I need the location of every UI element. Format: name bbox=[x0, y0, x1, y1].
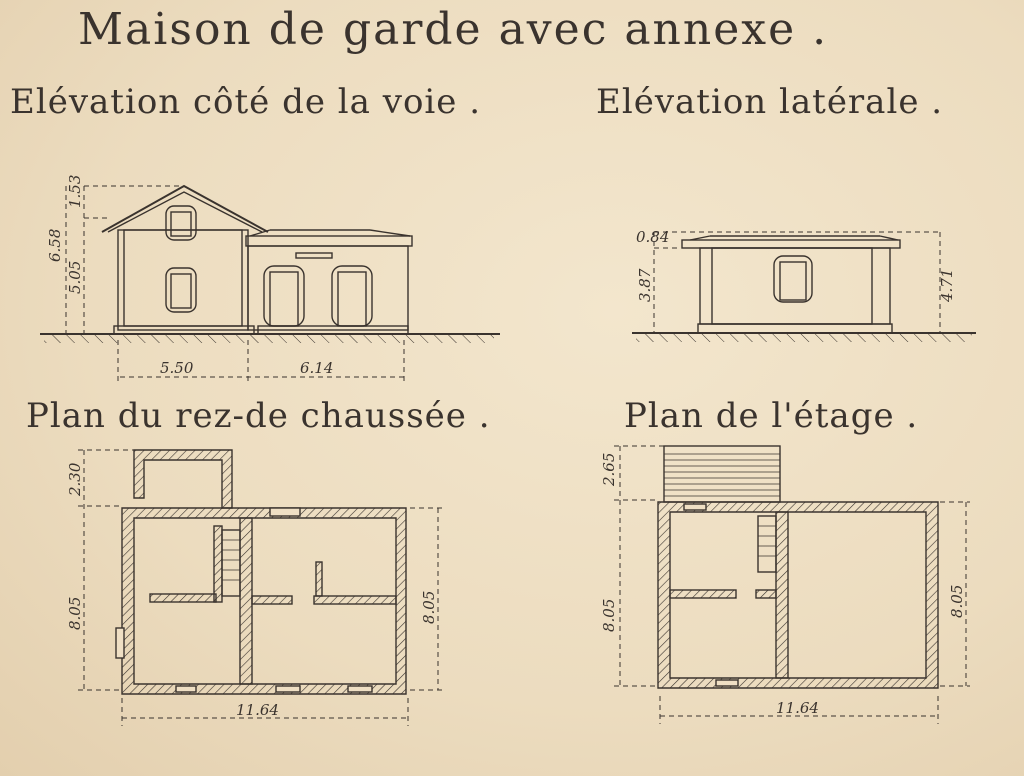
dim-front-wall-height: 5.05 bbox=[66, 260, 84, 294]
label-elevation-front: Elévation côté de la voie . bbox=[10, 82, 482, 122]
label-plan-ground: Plan du rez-de chaussée . bbox=[26, 396, 491, 436]
drawing-title: Maison de garde avec annexe . bbox=[78, 4, 829, 55]
dim-front-width-annex: 6.14 bbox=[300, 359, 334, 377]
label-elevation-side: Elévation latérale . bbox=[596, 82, 944, 122]
elevation-side bbox=[632, 232, 976, 342]
dim-front-total-height: 6.58 bbox=[46, 228, 64, 262]
label-plan-upper: Plan de l'étage . bbox=[624, 396, 919, 436]
dim-upper-width: 11.64 bbox=[776, 699, 819, 717]
plan-ground-floor bbox=[78, 450, 442, 726]
dim-side-roof-height: 0.84 bbox=[636, 228, 670, 246]
dim-side-total-height: 4.71 bbox=[938, 268, 956, 302]
dim-upper-annex-depth: 2.65 bbox=[600, 452, 618, 486]
dim-side-wall-height: 3.87 bbox=[636, 268, 654, 302]
dim-front-roof-height: 1.53 bbox=[66, 174, 84, 208]
dim-ground-depth-right: 8.05 bbox=[420, 590, 438, 624]
plan-upper-floor bbox=[614, 446, 970, 724]
dim-ground-depth-left: 8.05 bbox=[66, 596, 84, 630]
dim-upper-depth-left: 8.05 bbox=[600, 598, 618, 632]
dim-ground-width: 11.64 bbox=[236, 701, 279, 719]
dim-ground-annex-depth: 2.30 bbox=[66, 462, 84, 496]
dim-front-width-house: 5.50 bbox=[160, 359, 194, 377]
elevation-front bbox=[40, 186, 500, 384]
dim-upper-depth-right: 8.05 bbox=[948, 584, 966, 618]
